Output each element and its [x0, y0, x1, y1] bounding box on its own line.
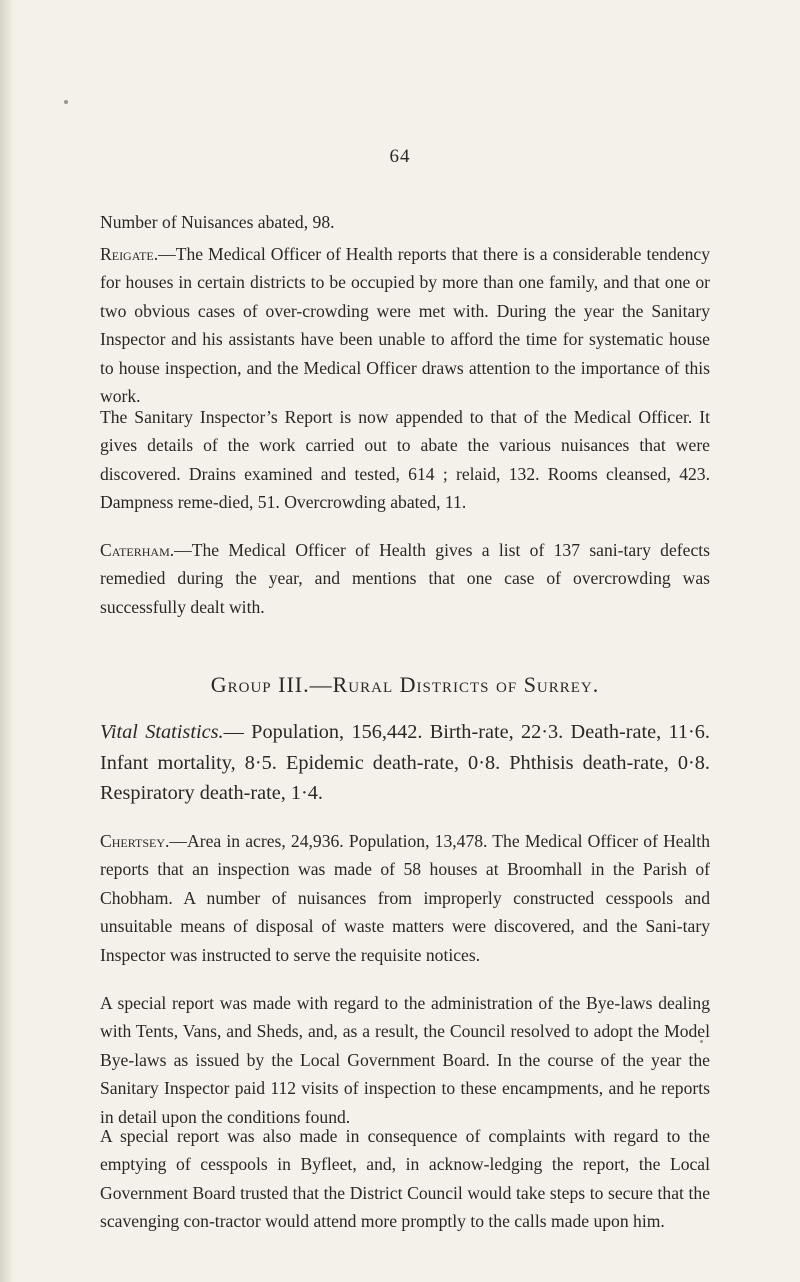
special-report-paragraph: A special report was also made in consequence of complaints with regard to the emptying of cesspools in Byfleet, and, in acknow-ledging the report, the Local Government Board trusted that the District Council would take steps to secure that the scavenging con-tractor would attend more promptly to the calls made upon him. [100, 1126, 710, 1232]
caterham-paragraph [100, 536, 710, 621]
special-report-paragraph: A special report was made with regard to the administration of the Bye-laws dealing with Tents, Vans, and Sheds, and, as a result, the Council resolved to adopt the Model Bye-laws as issued by the Local Government Board. In the course of the year the Sanitary Inspector paid 112 visits of inspection to these encampments, and he reports in detail upon the conditions found. [100, 993, 710, 1127]
reigate-text: —The Medical Officer of Health reports that there is a considerable tendency for houses in certain districts to be occupied by more than one family, and that one or two obvious cases of over-crowding were met with. During the year the Sanitary Inspector and his assistants have been unable to afford the time for systematic house to house inspection, and the Medical Officer draws attention to the importance of this work. [100, 244, 710, 407]
vital-statistics-text: — Population, 156,442. Birth-rate, 22·3. Death-rate, 11·6. Infant mortality, 8·5. Epidemic death-rate, 0·8. Phthisis death-rate, 0·8. Respiratory death-rate, 1·4. [100, 721, 710, 804]
caterham-text: —The Medical Officer of Health gives a list of 137 sani-tary defects remedied during the year, and mentions that one case of overcrowding was successfully dealt with. [100, 540, 710, 617]
chertsey-name: Chertsey. [100, 831, 170, 851]
chertsey-paragraph [100, 827, 710, 969]
chertsey-text: —Area in acres, 24,936. Population, 13,478. The Medical Officer of Health reports that an inspection was made of 58 houses at Broomhall in the Parish of Chobham. A number of nuisances from improperly constructed cesspools and unsuitable means of disposal of waste matters were discovered, and the Sani-tary Inspector was instructed to serve the requisite notices. [100, 831, 710, 965]
reigate-name: Reigate. [100, 244, 159, 264]
sanitary-report-paragraph: The Sanitary Inspector’s Report is now appended to that of the Medical Officer. It gives details of the work carried out to abate the various nuisances that were discovered. Drains examined and tested, 614 ; relaid, 132. Rooms cleansed, 423. Dampness reme-died, 51. Overcrowding abated, 11. [100, 407, 710, 513]
page-number: 64 [389, 146, 411, 167]
caterham-name: Caterham. [100, 540, 175, 560]
vital-statistics-label: Vital Statistics. [100, 721, 224, 743]
page-edge-shadow [0, 0, 14, 1282]
reigate-paragraph [100, 240, 710, 410]
group-heading: Group III.—Rural Districts of Surrey. [210, 672, 600, 697]
vital-statistics-paragraph [100, 717, 710, 809]
nuisances-line: Number of Nuisances abated, 98. [100, 212, 335, 232]
paper-speck [64, 100, 68, 104]
